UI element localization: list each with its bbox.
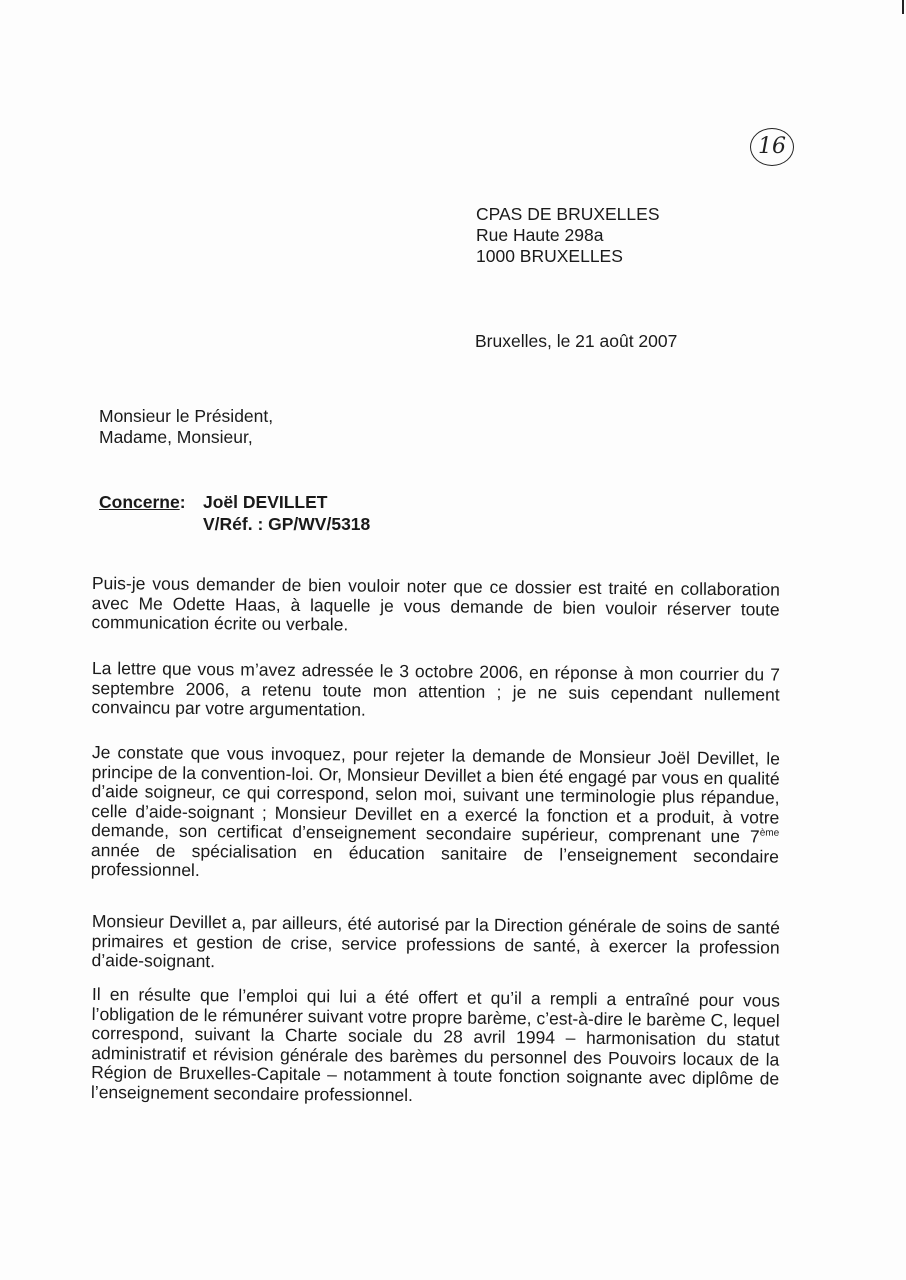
salutation-line-1: Monsieur le Président, <box>99 406 274 426</box>
paragraph-1: Puis-je vous demander de bien vouloir noter que ce dossier est traité en collaboration avec Me Odette Haas, à laquelle je vous demande de bien vouloir réserver toute communication écrite ou verbale. <box>91 573 780 635</box>
paragraph-5: Il en résulte que l’emploi qui lui a été offert et qu’il a rempli a entraîné pour vous l’obligation de le rémunérer suivant votre propre barème, c’est-à-dire le barème C, lequel correspond, suivant la Charte sociale du 28 avril 1994 – harmonisation du statut administratif et révision générale des barèmes du personnel des Pouvoirs locaux de la Région de Bruxelles-Capitale – notamment à toute fonction soignante avec diplôme de l’enseignement secondaire professionnel. <box>90 984 780 1105</box>
salutation-line-2: Madame, Monsieur, <box>99 427 253 447</box>
paragraph-4: Monsieur Devillet a, par ailleurs, été autorisé par la Direction générale de soins de santé primaires et gestion de crise, service professions de santé, à exercer la profession d’aide-soignant. <box>91 911 780 972</box>
subject-label: Concerne <box>99 492 180 512</box>
subject-row-reference <box>99 513 370 535</box>
subject-block <box>99 491 370 535</box>
letter-date: Bruxelles, le 21 août 2007 <box>475 331 678 351</box>
subject-label-separator: : <box>179 492 186 512</box>
subject-person-name: Joël DEVILLET <box>203 492 328 512</box>
scan-edge-mark <box>902 0 904 14</box>
recipient-name: CPAS DE BRUXELLES <box>476 204 660 224</box>
subject-reference: V/Réf. : GP/WV/5318 <box>203 514 371 534</box>
recipient-street: Rue Haute 298a <box>476 225 604 245</box>
paragraph-2: La lettre que vous m’avez adressée le 3 octobre 2006, en réponse à mon courrier du 7 septembre 2006, a retenu toute mon attention ; je ne suis cependant nullement convaincu par votre argumentation. <box>91 658 780 720</box>
paragraph-3-text-b: année de spécialisation en éducation sanitaire de l’enseignement secondaire professionnel. <box>90 839 780 881</box>
page-number-stamp: 16 <box>750 128 794 166</box>
salutation <box>99 406 273 448</box>
subject-label-group <box>99 491 203 513</box>
recipient-address <box>476 204 660 267</box>
paragraph-3-superscript: ème <box>759 827 780 839</box>
subject-row-name <box>99 491 370 513</box>
recipient-city: 1000 BRUXELLES <box>476 246 623 266</box>
paragraph-3-text-a: Je constate que vous invoquez, pour rejeter la demande de Monsieur Joël Devillet, le principe de la convention-loi. Or, Monsieur Devillet a bien été engagé par vous en qualité d’aide soigneur, ce qui correspond, selon moi, suivant une terminologie plus répandue, celle d’aide-soignant ; Monsieur Devillet en a exercé la fonction et a produit, à votre demande, son certificat d’enseignement secondaire supérieur, comprenant une 7 <box>91 742 780 847</box>
paragraph-3 <box>91 743 780 886</box>
